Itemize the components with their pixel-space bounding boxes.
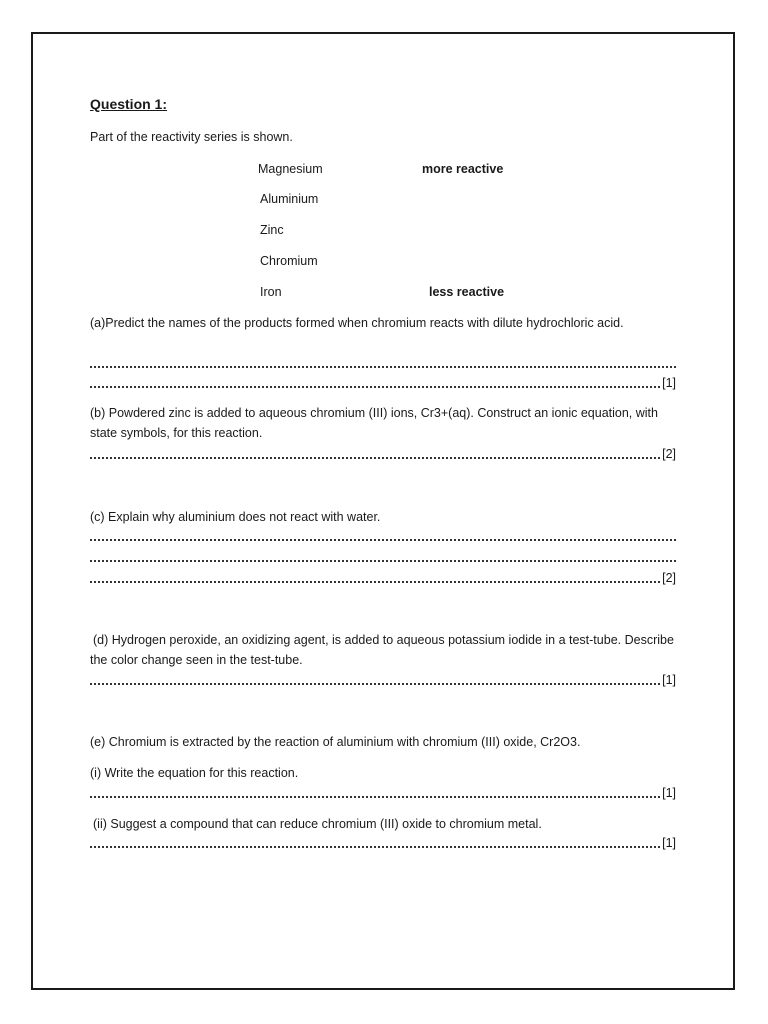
part-c-question: (c) Explain why aluminium does not react with water. — [90, 510, 381, 524]
answer-dotted-line — [90, 683, 660, 685]
answer-line[interactable] — [90, 446, 676, 462]
marks-label: [1] — [662, 786, 676, 800]
more-reactive-label: more reactive — [422, 162, 504, 176]
answer-dotted-line — [90, 846, 660, 848]
answer-line[interactable] — [90, 375, 676, 391]
part-a-question: (a)Predict the names of the products formed when chromium reacts with dilute hydrochloric acid. — [90, 316, 624, 330]
answer-line[interactable] — [90, 672, 676, 688]
marks-label: [2] — [662, 447, 676, 461]
answer-line[interactable] — [90, 785, 676, 801]
answer-line[interactable] — [90, 528, 676, 544]
answer-dotted-line — [90, 386, 660, 388]
series-metal-aluminium: Aluminium — [260, 192, 319, 206]
less-reactive-label: less reactive — [429, 285, 505, 299]
question-title: Question 1: — [90, 96, 168, 112]
part-e-question: (e) Chromium is extracted by the reaction of aluminium with chromium (III) oxide, Cr2O3. — [90, 735, 581, 749]
marks-label: [1] — [662, 836, 676, 850]
answer-dotted-line — [90, 457, 660, 459]
answer-dotted-line — [90, 796, 660, 798]
marks-label: [2] — [662, 571, 676, 585]
series-metal-iron: Iron — [260, 285, 282, 299]
part-d-question: (d) Hydrogen peroxide, an oxidizing agent, is added to aqueous potassium iodide in a test-tube. Describe the color change seen in the test-tube. — [90, 633, 674, 667]
part-b-question: (b) Powdered zinc is added to aqueous chromium (III) ions, Cr3+(aq). Construct an ionic equation, with state symbols, for this reaction. — [90, 406, 658, 440]
question-intro: Part of the reactivity series is shown. — [90, 130, 293, 144]
marks-label: [1] — [662, 376, 676, 390]
answer-line[interactable] — [90, 570, 676, 586]
part-e-ii-question: (ii) Suggest a compound that can reduce chromium (III) oxide to chromium metal. — [93, 817, 542, 831]
answer-line[interactable] — [90, 549, 676, 565]
answer-dotted-line — [90, 560, 676, 562]
answer-line[interactable] — [90, 835, 676, 851]
part-e-i-question: (i) Write the equation for this reaction. — [90, 766, 299, 780]
series-metal-zinc: Zinc — [260, 223, 284, 237]
marks-label: [1] — [662, 673, 676, 687]
answer-dotted-line — [90, 581, 660, 583]
series-metal-magnesium: Magnesium — [258, 162, 323, 176]
series-metal-chromium: Chromium — [260, 254, 318, 268]
answer-dotted-line — [90, 539, 676, 541]
answer-dotted-line — [90, 366, 676, 368]
answer-line[interactable] — [90, 355, 676, 371]
